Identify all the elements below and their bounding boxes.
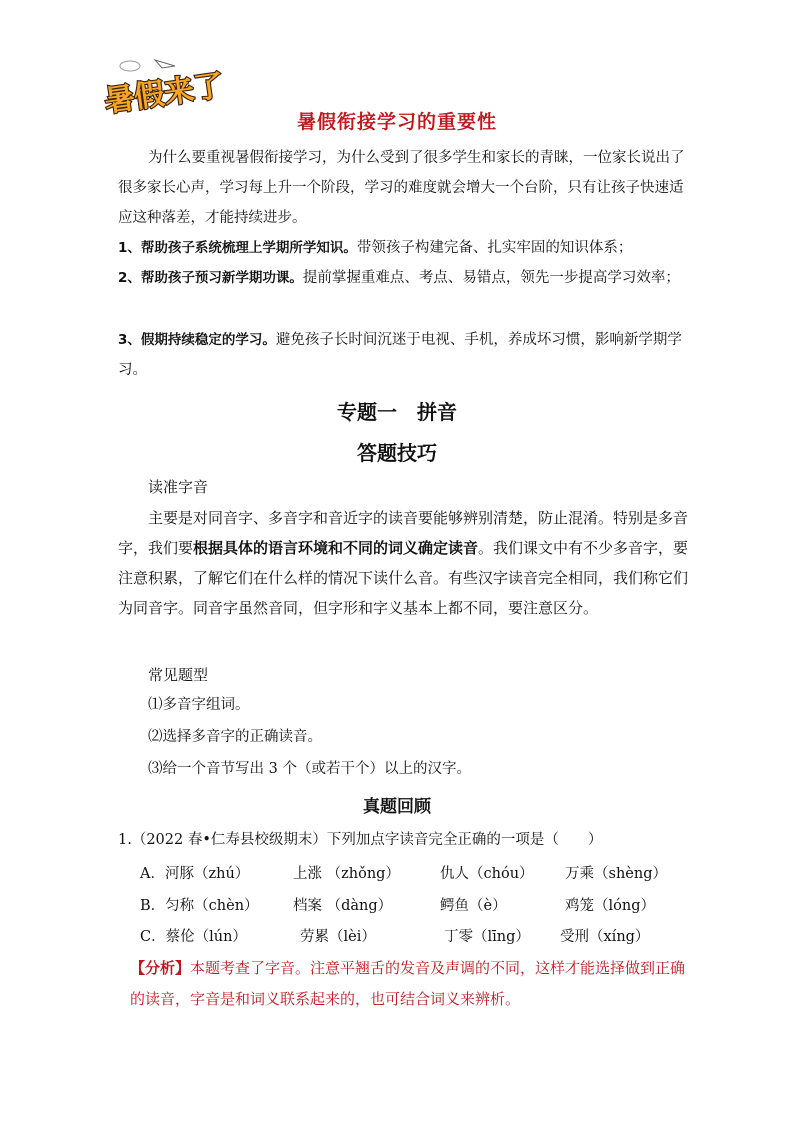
benefit-point-2 bbox=[118, 263, 698, 293]
paper-plane-icon bbox=[155, 60, 175, 68]
benefit-point-2-text: 提前掌握重难点、考点、易错点，领先一步提高学习效率； bbox=[302, 270, 680, 286]
option-a-3: 仇人（chóu） bbox=[440, 866, 534, 882]
question-stem: 1.（2022 春•仁寿县校级期末）下列加点字读音完全正确的一项是（ ） bbox=[118, 832, 603, 848]
main-paragraph-bold: 根据具体的语言环境和不同的词义确定读音 bbox=[193, 539, 479, 557]
option-c-4: 受刑（xíng） bbox=[560, 929, 650, 945]
option-c-1: C．蔡伦（lún） bbox=[140, 929, 247, 945]
page-headline: 暑假衔接学习的重要性 bbox=[296, 111, 497, 133]
benefit-point-3-bold: 3、假期持续稳定的学习。 bbox=[118, 332, 276, 348]
type-item-3: ⑶给一个音节写出 3 个（或若干个）以上的汉字。 bbox=[148, 761, 471, 777]
option-a-1: A．河豚（zhú） bbox=[140, 866, 250, 882]
main-paragraph-part2: 。我们课文中有不少多音字，要注意积累，了解它们在什么样的情况下读什么音。有些汉字读音完全相同，我们称它们为同音字。同音字虽然音同，但字形和字义基本上都不同，要注意区分。 bbox=[118, 539, 689, 617]
benefit-point-1-bold: 1、帮助孩子系统梳理上学期所学知识。 bbox=[118, 240, 357, 256]
read-label: 读准字音 bbox=[148, 478, 209, 496]
option-a-2: 上涨 （zhǒng） bbox=[293, 866, 400, 882]
review-title: 真题回顾 bbox=[363, 797, 431, 817]
benefit-point-3-text: 避免孩子长时间沉迷于电视、手机，养成坏习惯，影响新学期学习。 bbox=[118, 332, 682, 378]
common-types-label: 常见题型 bbox=[148, 666, 209, 684]
benefit-point-1-text: 带领孩子构建完备、扎实牢固的知识体系； bbox=[356, 240, 633, 256]
analysis-text: 本题考查了字音。注意平翘舌的发音及声调的不同，这样才能选择做到正确的读音，字音是和词义联系起来的，也可结合词义来辨析。 bbox=[130, 959, 686, 1008]
benefit-point-2-bold: 2、帮助孩子预习新学期功课。 bbox=[118, 270, 303, 286]
benefit-point-3 bbox=[118, 325, 698, 385]
option-b-3: 鳄鱼（è） bbox=[440, 898, 507, 914]
topic-title: 专题一 拼音 bbox=[337, 400, 457, 424]
type-item-2: ⑵选择多音字的正确读音。 bbox=[148, 729, 322, 745]
option-c-2: 劳累（lèi） bbox=[300, 929, 376, 945]
paper-plane-trail-icon bbox=[120, 61, 140, 71]
svg-text:暑假来了: 暑假来了 bbox=[102, 68, 227, 116]
type-item-1: ⑴多音字组词。 bbox=[148, 697, 250, 713]
option-c-3: 丁零（līng） bbox=[444, 929, 530, 945]
skills-title: 答题技巧 bbox=[357, 441, 437, 465]
analysis-tag: 【分析】 bbox=[130, 959, 191, 977]
main-paragraph bbox=[118, 503, 698, 623]
analysis-block bbox=[130, 953, 690, 1015]
option-b-2: 档案 （dàng） bbox=[293, 898, 393, 914]
option-b-4: 鸡笼（lóng） bbox=[565, 898, 655, 914]
option-a-4: 万乘（shèng） bbox=[565, 866, 667, 882]
benefit-point-1 bbox=[118, 233, 698, 263]
option-b-1: B．匀称（chèn） bbox=[140, 898, 259, 914]
main-paragraph-part1: 主要是对同音字、多音字和音近字的读音要能够辨别清楚，防止混淆。特别是多音字，我们要 bbox=[118, 509, 689, 557]
intro-paragraph: 为什么要重视暑假衔接学习，为什么受到了很多学生和家长的青睐，一位家长说出了很多家长心声，学习每上升一个阶段，学习的难度就会增大一个台阶，只有让孩子快速适应这种落差，才能持续进步。 bbox=[118, 150, 685, 226]
